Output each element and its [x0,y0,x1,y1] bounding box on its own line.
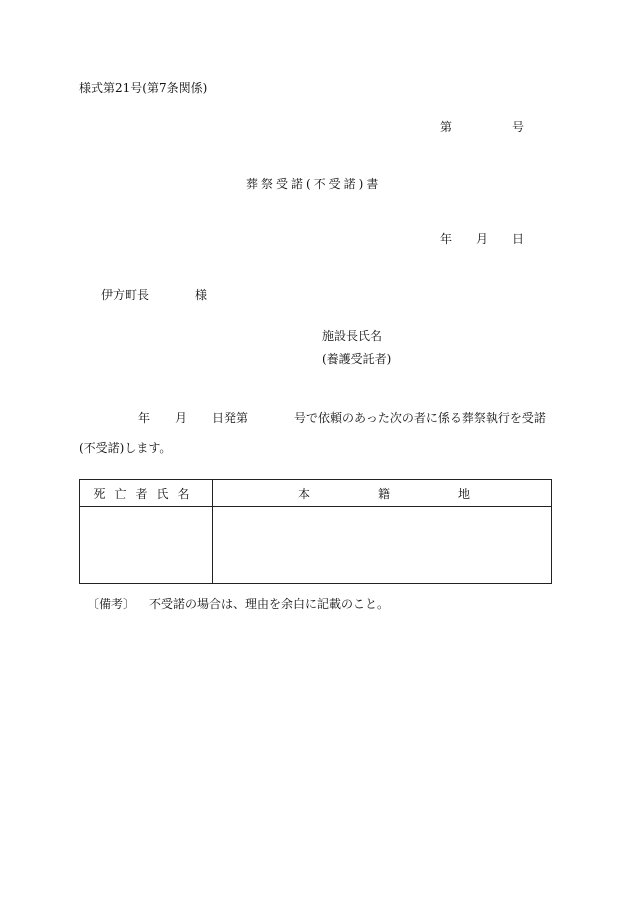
deceased-name-cell[interactable] [80,507,213,584]
registered-domicile-cell[interactable] [213,507,552,584]
body-request-text: 号で依頼のあった次の者に係る葬祭執行を受諾 [294,411,546,425]
number-prefix: 第 [440,120,453,134]
deceased-info-table [79,479,552,584]
table-row [80,507,552,584]
body-day-issue: 日発第 [212,411,249,425]
guardian-label: (養護受託者) [322,352,392,366]
body-year: 年 [138,411,151,425]
deceased-name-header: 死亡者氏名 [80,480,213,507]
date-month: 月 [476,232,489,246]
date-year: 年 [440,232,453,246]
form-number-label: 様式第21号(第7条関係) [79,81,208,95]
domicile-header-char-3: 地 [458,487,471,501]
remarks [87,596,390,612]
domicile-header-char-2: 籍 [378,487,391,501]
number-suffix: 号 [512,120,525,134]
domicile-header-char-1: 本 [298,487,311,501]
body-month: 月 [175,411,188,425]
facility-head-name-label: 施設長氏名 [322,329,383,343]
date-day: 日 [512,232,525,246]
addressee [101,287,208,303]
table-header-row [80,480,552,507]
registered-domicile-header [213,480,552,507]
body-text-line-2: (不受諾)します。 [79,441,172,455]
addressee-name: 伊方町長 [101,288,150,302]
addressee-honorific: 様 [195,288,208,302]
remarks-text: 不受諾の場合は、理由を余白に記載のこと。 [149,597,390,611]
document-title: 葬祭受諾(不受諾)書 [246,177,382,191]
remarks-label: 〔備考〕 [87,597,136,611]
